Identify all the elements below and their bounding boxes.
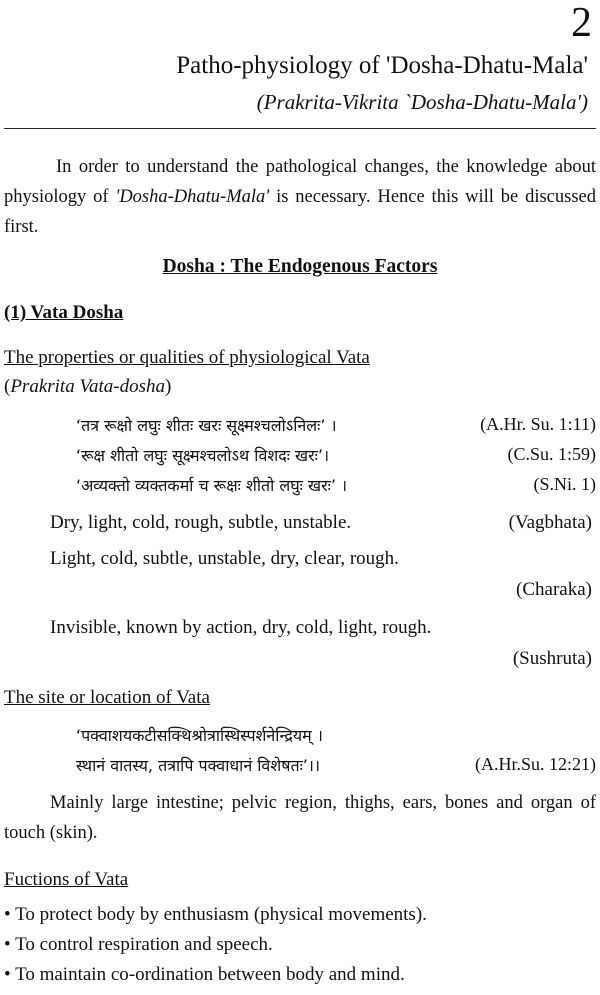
site-description: Mainly large intestine; pelvic region, thighs, ears, bones and organ of touch (skin). — [4, 793, 596, 843]
function-text: To control respiration and speech. — [15, 934, 273, 955]
verse-reference: (C.Su. 1:59) — [507, 444, 596, 464]
intro-paragraph — [4, 152, 596, 242]
title-divider — [4, 128, 596, 129]
verse-text: स्थानं वातस्य, तत्रापि पक्वाधानं विशेषतः’।। — [76, 756, 321, 775]
function-item: • To maintain co-ordination between body and mind. — [4, 964, 405, 985]
verse-reference: (A.Hr.Su. 12:21) — [475, 754, 596, 774]
intro-text-1: In order to understand the pathological changes, the knowledge about physiology of — [4, 157, 596, 207]
site-heading: The site or location of Vata — [4, 687, 210, 708]
verse-line — [76, 444, 596, 466]
chapter-title: Patho-physiology of 'Dosha-Dhatu-Mala' — [176, 52, 588, 79]
verse-reference: (S.Ni. 1) — [533, 474, 596, 494]
intro-emphasis: 'Dosha-Dhatu-Mala' — [115, 187, 270, 207]
verse-line — [76, 414, 596, 436]
paren-open: ( — [4, 376, 11, 397]
verse-text: ‘तत्र रूक्षो लघुः शीतः खरः सूक्ष्मश्चलोऽनिलः’ । — [76, 416, 337, 435]
source-sushruta: (Sushruta) — [512, 648, 592, 669]
section-title: Dosha : The Endogenous Factors — [162, 256, 438, 277]
intro-text-2: is necessary. Hence this will be discussed first. — [4, 187, 597, 237]
site-verse-2 — [76, 754, 596, 776]
meaning-vagbhata: Dry, light, cold, rough, subtle, unstable. — [50, 512, 352, 533]
properties-sub-em: Prakrita Vata-dosha — [10, 376, 165, 397]
properties-subheading — [4, 376, 171, 398]
function-item: • To protect body by enthusiasm (physical movements). — [4, 904, 427, 925]
paren-close: ) — [164, 376, 172, 397]
chapter-subtitle: (Prakrita-Vikrita `Dosha-Dhatu-Mala') — [256, 90, 588, 114]
functions-heading: Fuctions of Vata — [4, 869, 129, 890]
site-verse-1: ‘पक्वाशयकटीसक्थिश्रोत्रास्थिस्पर्शनेन्द्रियम् । — [76, 726, 323, 745]
meaning-charaka: Light, cold, subtle, unstable, dry, clear, rough. — [50, 548, 399, 569]
source-vagbhata: (Vagbhata) — [508, 512, 592, 533]
function-text: To protect body by enthusiasm (physical movements). — [15, 904, 427, 925]
meaning-sushruta: Invisible, known by action, dry, cold, light, rough. — [50, 617, 432, 638]
verse-reference: (A.Hr. Su. 1:11) — [480, 414, 596, 434]
source-charaka: (Charaka) — [516, 579, 592, 600]
function-text: To maintain co-ordination between body and mind. — [15, 964, 405, 985]
verse-line — [76, 474, 596, 496]
verse-text: ‘रूक्ष शीतो लघुः सूक्ष्मश्चलोऽथ विशदः खरः’। — [76, 446, 330, 465]
function-item: • To control respiration and speech. — [4, 934, 273, 955]
verse-text: ‘अव्यक्तो व्यक्तकर्मा च रूक्षः शीतो लघुः खरः’ । — [76, 476, 348, 495]
chapter-number: 2 — [571, 0, 592, 46]
vata-heading: (1) Vata Dosha — [4, 302, 124, 323]
properties-heading: The properties or qualities of physiological Vata — [4, 347, 370, 368]
